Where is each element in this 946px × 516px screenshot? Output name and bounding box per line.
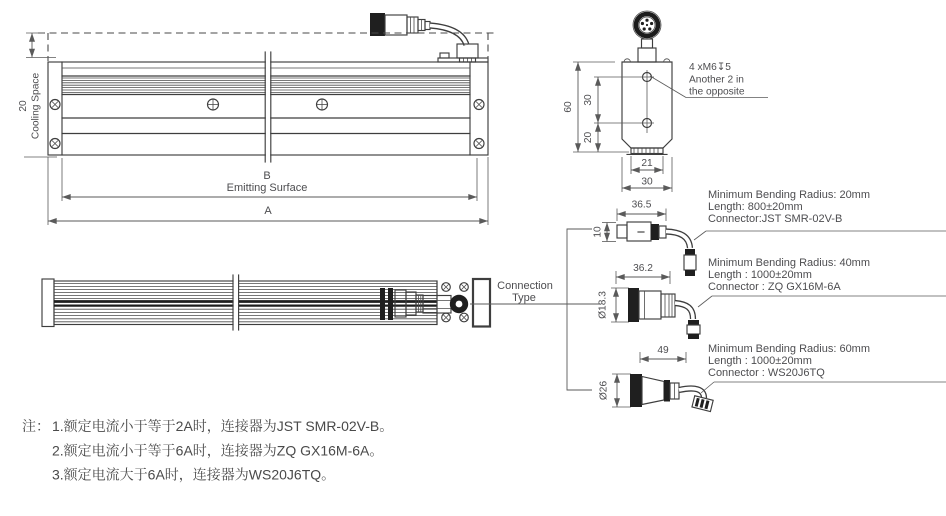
end-view-dimensions (563, 62, 672, 192)
notes (22, 418, 393, 484)
connector-2-spec-type: Connector : ZQ GX16M-6A (708, 281, 841, 293)
connector-1-spec-radius: Minimum Bending Radius: 20mm (708, 189, 871, 201)
cooling-space-dimension (18, 33, 57, 157)
cooling-space-dim-value: 20 (18, 100, 29, 112)
connector-1-drawing (617, 222, 696, 276)
connector-2-drawing (628, 288, 700, 339)
connector-3-spec-length: Length : 1000±20mm (708, 355, 812, 367)
emitting-dim-label: Emitting Surface (226, 182, 308, 194)
emitting-dim-letter: B (263, 170, 271, 182)
round-connector-head (633, 11, 661, 62)
plug (684, 249, 696, 276)
side-view-connector (370, 13, 488, 62)
connector-3-specs (701, 343, 946, 393)
note-item-1: 1.额定电流小于等于2A时，连接器为JST SMR-02V-B。 (52, 418, 394, 434)
connector-2-specs (698, 257, 946, 307)
connector-2-spec-length: Length : 1000±20mm (708, 269, 812, 281)
note-item-3: 3.额定电流大于6A时，连接器为WS20J6TQ。 (52, 466, 336, 483)
thread-note-line2: Another 2 in (689, 74, 744, 86)
connection-type-label-line1: Connection (497, 280, 553, 292)
overall-dim-letter: A (264, 205, 272, 217)
connector-option-2 (598, 257, 946, 339)
hole-spacing-dim: 30 (583, 94, 594, 106)
connector-1-spec-length: Length: 800±20mm (708, 201, 803, 213)
connector-3-length-dim: 49 (657, 345, 669, 356)
thread-note-line3: the opposite (689, 86, 745, 98)
connector-3-dia-dim: Ø26 (598, 380, 610, 401)
connector-3-spec-type: Connector : WS20J6TQ (708, 367, 825, 379)
hole-offset-dim: 20 (583, 131, 594, 144)
plug (692, 396, 713, 412)
side-view (18, 13, 494, 225)
connector-2-dia-dim: Ø18.3 (597, 291, 609, 319)
break-lines (233, 275, 239, 330)
connector-2-spec-radius: Minimum Bending Radius: 40mm (708, 257, 871, 269)
end-view-housing (622, 59, 672, 155)
end-cap (473, 279, 490, 327)
body-width-dim: 30 (641, 176, 653, 188)
connector-1-length-dim: 36.5 (631, 199, 652, 211)
thread-note-line1: 4 xM6↧5 (689, 62, 731, 73)
foot-width-dim: 21 (641, 158, 653, 169)
plug (687, 320, 700, 339)
light-bar-body (48, 52, 488, 162)
cooling-space-dim-label: Cooling Space (30, 72, 42, 140)
connector-3-spec-radius: Minimum Bending Radius: 60mm (708, 343, 871, 355)
emitting-surface-dimension (62, 158, 477, 201)
break-lines (265, 52, 271, 162)
connector-3-drawing (630, 374, 713, 412)
connector-1-specs (694, 189, 946, 240)
top-view (42, 229, 600, 390)
connection-type-label-line2: Type (512, 292, 536, 304)
notes-prefix: 注： (22, 418, 50, 434)
connector-2-length-dim: 36.2 (633, 263, 653, 274)
note-item-2: 2.额定电流小于等于6A时，连接器为ZQ GX16M-6A。 (52, 442, 384, 459)
connector-1-spec-type: Connector:JST SMR-02V-B (708, 213, 843, 225)
connector-option-3 (599, 343, 946, 412)
connector-1-dia-dim: 10 (592, 226, 604, 238)
height-dim: 60 (563, 101, 574, 113)
thread-annotation (650, 62, 768, 98)
end-view (563, 11, 768, 192)
